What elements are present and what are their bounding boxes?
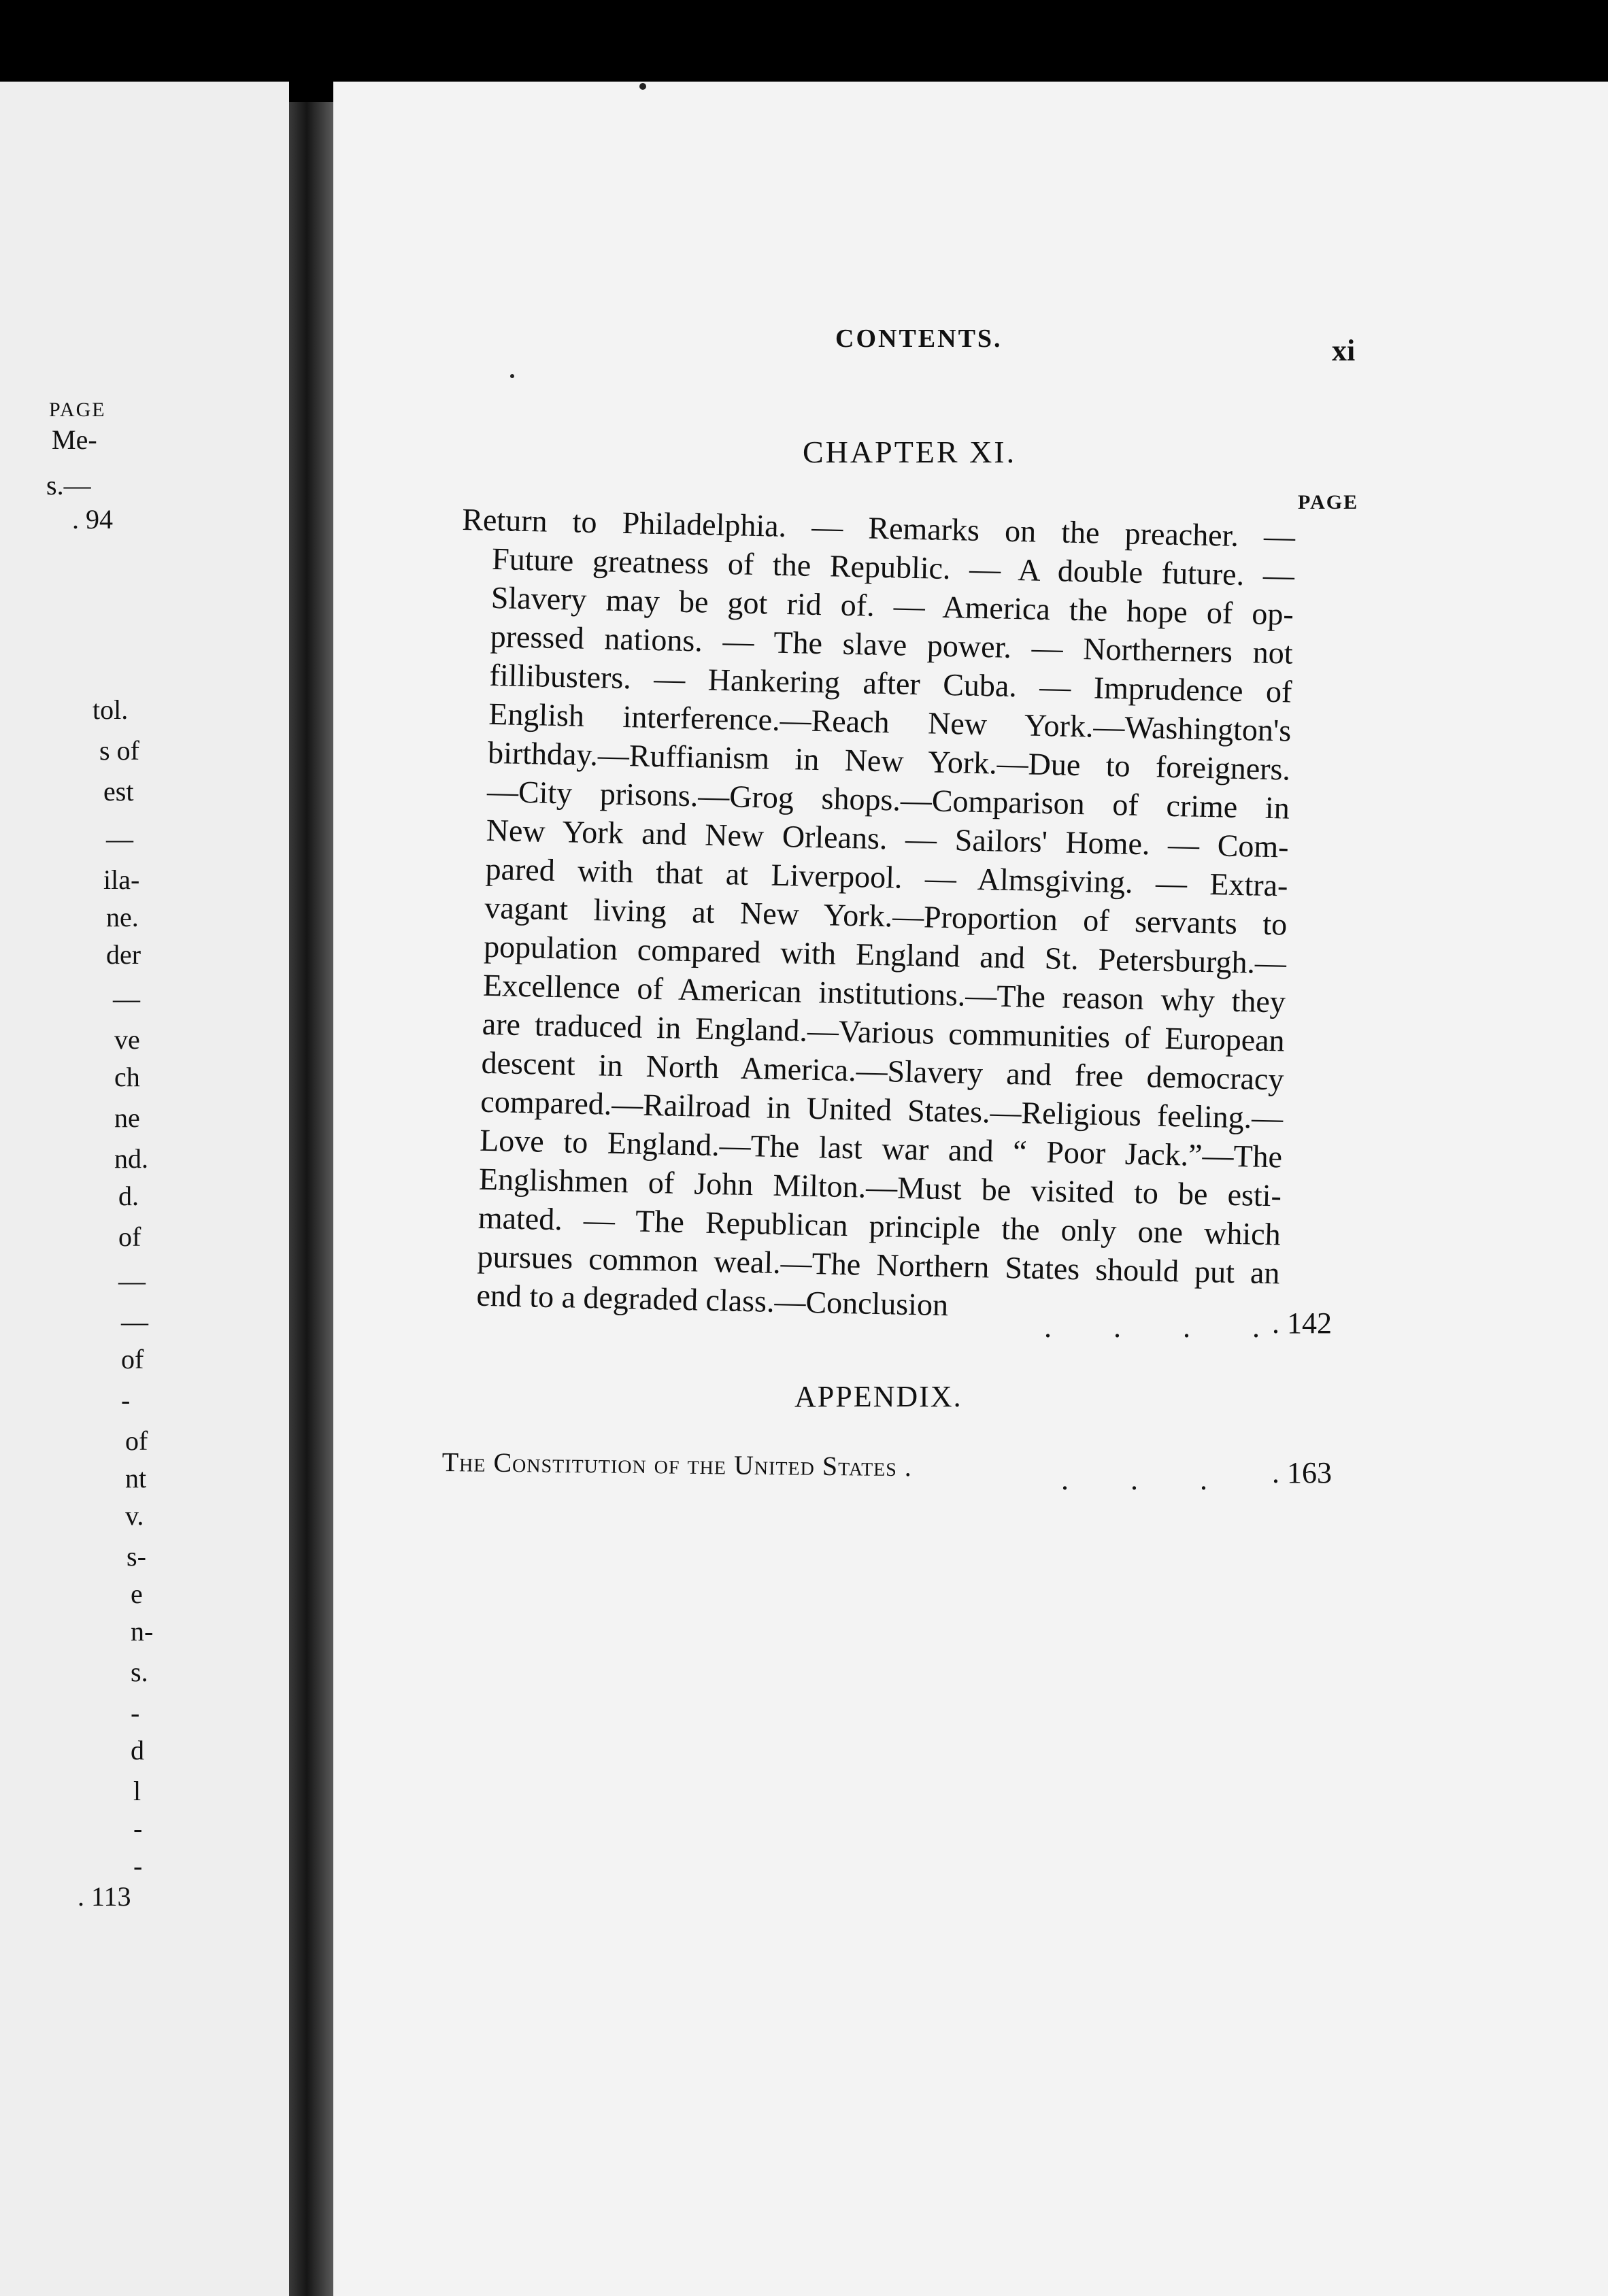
appendix-entry: The Constitution of the United States . bbox=[441, 1447, 913, 1483]
summary-line: are traduced in England.—Various communities of European bbox=[482, 1006, 1286, 1058]
summary-line: vagant living at New York.—Proportion of servants to bbox=[484, 890, 1288, 942]
left-page-label: PAGE bbox=[49, 399, 106, 421]
left-line-ending: - bbox=[133, 1813, 143, 1844]
left-line-ending: s- bbox=[127, 1541, 146, 1572]
left-line-ending: tol. bbox=[93, 694, 129, 725]
appendix-heading: APPENDIX. bbox=[794, 1380, 962, 1413]
left-line-ending: s of bbox=[99, 735, 139, 766]
left-line-ending: s.— bbox=[46, 470, 91, 501]
book-gutter bbox=[289, 102, 333, 2296]
left-line-ending: - bbox=[131, 1698, 140, 1728]
left-line-ending: of bbox=[118, 1221, 141, 1252]
summary-line: birthday.—Ruffianism in New York.—Due to foreigners. bbox=[487, 735, 1291, 787]
left-line-ending: - bbox=[121, 1385, 131, 1415]
left-line-ending: ve bbox=[114, 1024, 140, 1055]
summary-line: end to a degraded class.—Conclusion bbox=[475, 1277, 949, 1323]
summary-line: Excellence of American institutions.—The reason why they bbox=[482, 967, 1286, 1019]
summary-line: Englishmen of John Milton.—Must be visited to be esti- bbox=[478, 1161, 1282, 1213]
left-line-ending: Me- bbox=[52, 424, 97, 455]
left-line-ending: ch bbox=[114, 1062, 140, 1092]
summary-line: Slavery may be got rid of. — America the hope of op- bbox=[490, 579, 1294, 632]
summary-line: descent in North America.—Slavery and free democracy bbox=[481, 1045, 1284, 1097]
left-page bbox=[0, 82, 289, 2296]
appendix-leader-dots: . . . bbox=[1061, 1463, 1235, 1496]
summary-line: pursues common weal.—The Northern States should put an bbox=[477, 1238, 1280, 1291]
left-line-ending: ne. bbox=[106, 902, 139, 932]
left-line-ending: — bbox=[121, 1306, 148, 1337]
chapter-summary bbox=[446, 500, 1296, 1331]
summary-line: compared.—Railroad in United States.—Religious feeling.— bbox=[480, 1083, 1284, 1136]
left-line-ending: - bbox=[133, 1851, 143, 1881]
left-line-ending: — bbox=[106, 824, 133, 854]
left-line-ending: nd. bbox=[114, 1143, 148, 1174]
summary-line: pressed nations. — The slave power. — Northerners not bbox=[490, 618, 1294, 671]
left-line-ending: e bbox=[131, 1578, 143, 1609]
left-line-ending: n- bbox=[131, 1616, 154, 1647]
appendix-page-ref: . 163 bbox=[1272, 1456, 1332, 1489]
page-number: xi bbox=[1332, 334, 1356, 367]
summary-line: pared with that at Liverpool. — Almsgiving. — Extra- bbox=[485, 851, 1288, 903]
right-page bbox=[333, 82, 1608, 2296]
left-line-ending: der bbox=[106, 939, 141, 970]
left-line-ending: ne bbox=[114, 1102, 140, 1133]
left-line-ending: d bbox=[131, 1735, 144, 1766]
summary-line: fillibusters. — Hankering after Cuba. — Imprudence of bbox=[489, 657, 1292, 709]
summary-line: English interference.—Reach New York.—Washington's bbox=[488, 696, 1292, 748]
summary-line: mated. — The Republican principle the only one which bbox=[478, 1200, 1282, 1252]
left-line-ending: ila- bbox=[103, 864, 140, 895]
left-line-ending: of bbox=[121, 1344, 144, 1374]
left-line-ending: l bbox=[133, 1776, 141, 1806]
summary-line: population compared with England and St. Petersburgh.— bbox=[483, 928, 1287, 981]
summary-line: Love to England.—The last war and “ Poor Jack.”—The bbox=[479, 1122, 1283, 1175]
left-line-ending: s. bbox=[131, 1657, 148, 1687]
left-line-ending: of bbox=[125, 1425, 148, 1456]
chapter-heading: CHAPTER XI. bbox=[803, 435, 1017, 469]
summary-line: —City prisons.—Grog shops.—Comparison of crime in bbox=[486, 773, 1290, 826]
print-speck bbox=[510, 374, 514, 378]
chapter-leader-dots: . . . . bbox=[1044, 1311, 1287, 1344]
left-line-ending: . 113 bbox=[78, 1881, 131, 1912]
summary-line: New York and New Orleans. — Sailors' Home. — Com- bbox=[486, 812, 1290, 864]
left-line-ending: . 94 bbox=[72, 504, 113, 535]
left-line-ending: nt bbox=[125, 1463, 147, 1493]
running-title: CONTENTS. bbox=[835, 324, 1003, 353]
left-line-ending: v. bbox=[125, 1500, 144, 1531]
chapter-page-ref: . 142 bbox=[1272, 1306, 1332, 1340]
page-column-label: PAGE bbox=[1298, 491, 1359, 513]
left-line-ending: est bbox=[103, 776, 134, 807]
left-line-ending: — bbox=[118, 1266, 146, 1296]
summary-line: Return to Philadelphia. — Remarks on the preacher. — bbox=[461, 501, 1296, 554]
print-speck bbox=[639, 83, 646, 90]
left-line-ending: d. bbox=[118, 1181, 139, 1211]
summary-line: Future greatness of the Republic. — A double future. — bbox=[491, 541, 1295, 593]
left-line-ending: — bbox=[113, 983, 140, 1014]
